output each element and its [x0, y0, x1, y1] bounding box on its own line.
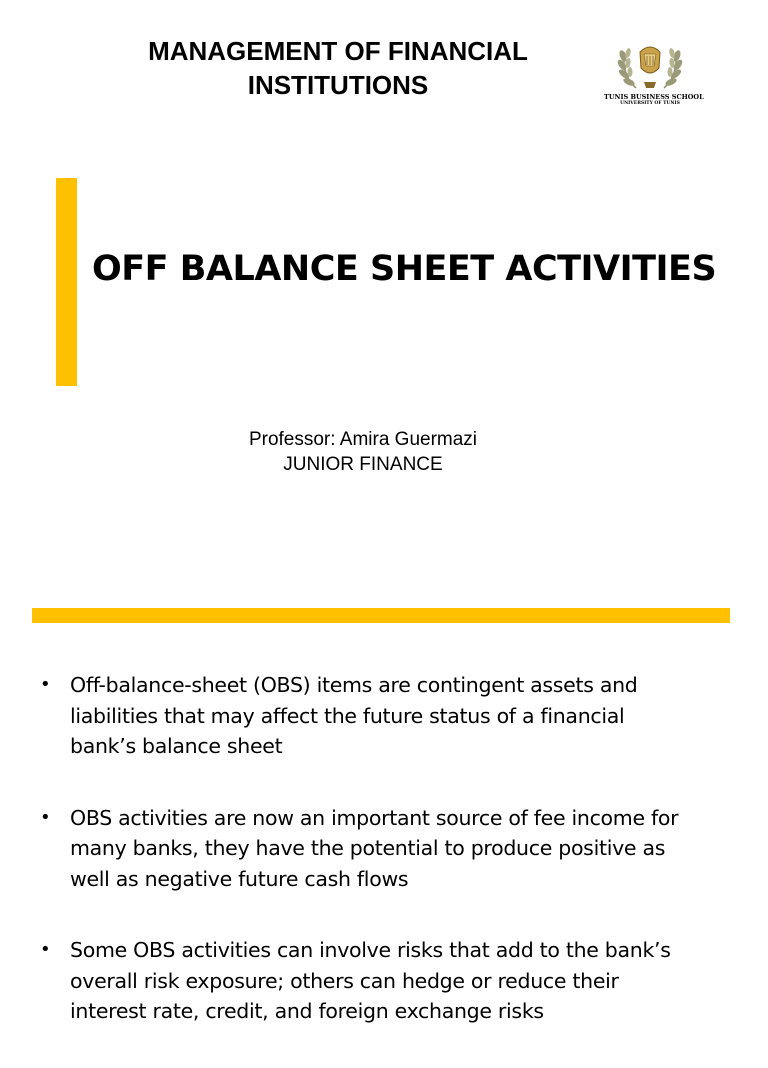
class-name: JUNIOR FINANCE [283, 454, 443, 475]
bullet-text: OBS activities are now an important source of fee income for many banks, they have the potential to produce positive as well as negative future cash flows [70, 805, 679, 891]
bullet-dot-icon: • [40, 674, 51, 695]
bullet-text: Some OBS activities can involve risks that add to the bank’s overall risk exposure; others can hedge or reduce their interest rate, credit, and foreign exchange risks [70, 938, 671, 1023]
logo-school-name: TUNIS BUSINESS SCHOOL [604, 93, 704, 101]
bullet-item [40, 803, 730, 895]
bullet-dot-icon: • [40, 939, 51, 960]
logo-university-name: UNIVERSITY OF TUNIS [620, 101, 680, 106]
laurel-wreath-eagle-icon [604, 38, 696, 94]
presenter-info [200, 427, 526, 477]
course-title-line-1: MANAGEMENT OF FINANCIAL [148, 36, 528, 66]
bullet-dot-icon: • [40, 806, 51, 828]
course-title [100, 34, 576, 102]
course-title-line-2: INSTITUTIONS [247, 70, 429, 100]
vertical-accent-bar [56, 178, 77, 386]
slide-title: OFF BALANCE SHEET ACTIVITIES [92, 249, 717, 289]
bullet-text: Off-balance-sheet (OBS) items are contingent assets and liabilities that may affect the future status of a financial bank’s balance sheet [70, 673, 638, 758]
bullet-item [40, 670, 730, 762]
school-logo [604, 38, 704, 110]
bullet-item [40, 935, 730, 1027]
professor-name: Professor: Amira Guermazi [248, 429, 478, 450]
horizontal-accent-bar [32, 608, 730, 623]
bullet-list [40, 670, 730, 1068]
